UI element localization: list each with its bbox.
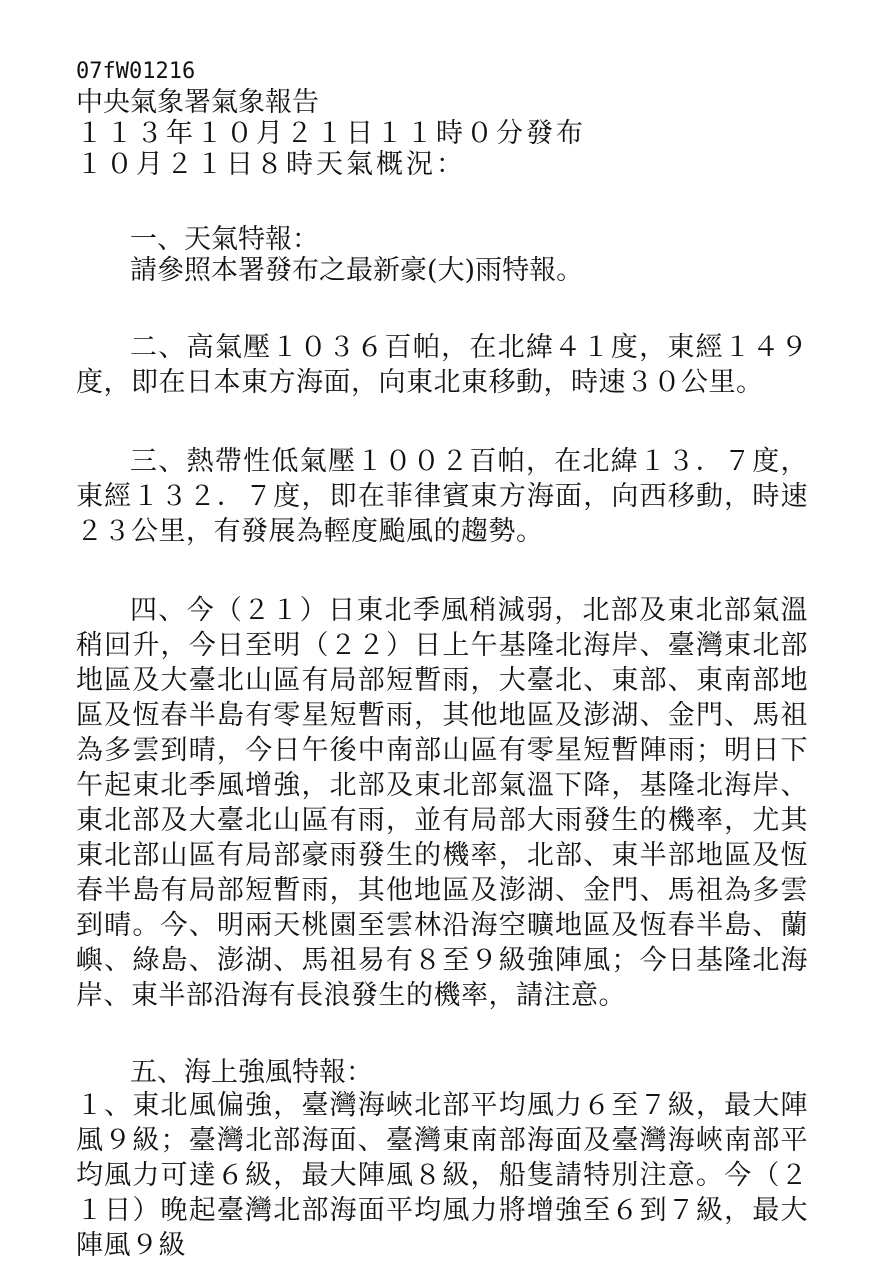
spacer xyxy=(76,549,808,593)
section-5-item-1: １、東北風偏強，臺灣海峽北部平均風力６至７級，最大陣風９級；臺灣北部海面、臺灣東南部海面及臺灣海峽南部平均風力可達６級，最大陣風８級，船隻請特別注意。今（２１日）晚起臺灣北部海面平均風力將增強至６到７級，最大陣風９級 xyxy=(76,1090,808,1261)
section-3-body: 三、熱帶性低氣壓１００２百帕，在北緯１３．７度，東經１３２．７度，即在菲律賓東方海面，向西移動，時速２３公里，有發展為輕度颱風的趨勢。 xyxy=(76,446,808,547)
spacer xyxy=(76,286,808,330)
section-5-heading: 五、海上強風特報： xyxy=(130,1057,373,1088)
spacer xyxy=(76,400,808,444)
section-1-body: 請參照本署發布之最新豪(大)雨特報。 xyxy=(130,255,584,286)
spacer xyxy=(76,180,808,224)
section-2-body: 二、高氣壓１０３６百帕，在北緯４１度，東經１４９度，即在日本東方海面，向東北東移動，時速３０公里。 xyxy=(76,332,808,398)
weather-report-page xyxy=(76,56,808,1263)
section-4-body: 四、今（２１）日東北季風稍減弱，北部及東北部氣溫稍回升，今日至明（２２）日上午基隆北海岸、臺灣東北部地區及大臺北山區有局部短暫雨，大臺北、東部、東南部地區及恆春半島有零星短暫雨，其他地區及澎湖、金門、馬祖為多雲到晴，今日午後中南部山區有零星短暫陣雨；明日下午起東北季風增強，北部及東北部氣溫下降，基隆北海岸、東北部及大臺北山區有雨，並有局部大雨發生的機率，尤其東北部山區有局部豪雨發生的機率，北部、東半部地區及恆春半島有局部短暫雨，其他地區及澎湖、金門、馬祖為多雲到晴。今、明兩天桃園至雲林沿海空曠地區及恆春半島、蘭嶼、綠島、澎湖、馬祖易有８至９級強陣風；今日基隆北海岸、東半部沿海有長浪發生的機率，請注意。 xyxy=(76,595,808,1011)
spacer xyxy=(76,1013,808,1057)
document-id: 07fW01216 xyxy=(76,59,196,84)
agency-title: 中央氣象署氣象報告 xyxy=(76,87,319,118)
issued-time: １１３年１０月２１日１１時０分發布 xyxy=(76,118,586,149)
section-1-heading: 一、天氣特報： xyxy=(130,224,319,255)
overview-title: １０月２１日８時天氣概況： xyxy=(76,149,466,180)
